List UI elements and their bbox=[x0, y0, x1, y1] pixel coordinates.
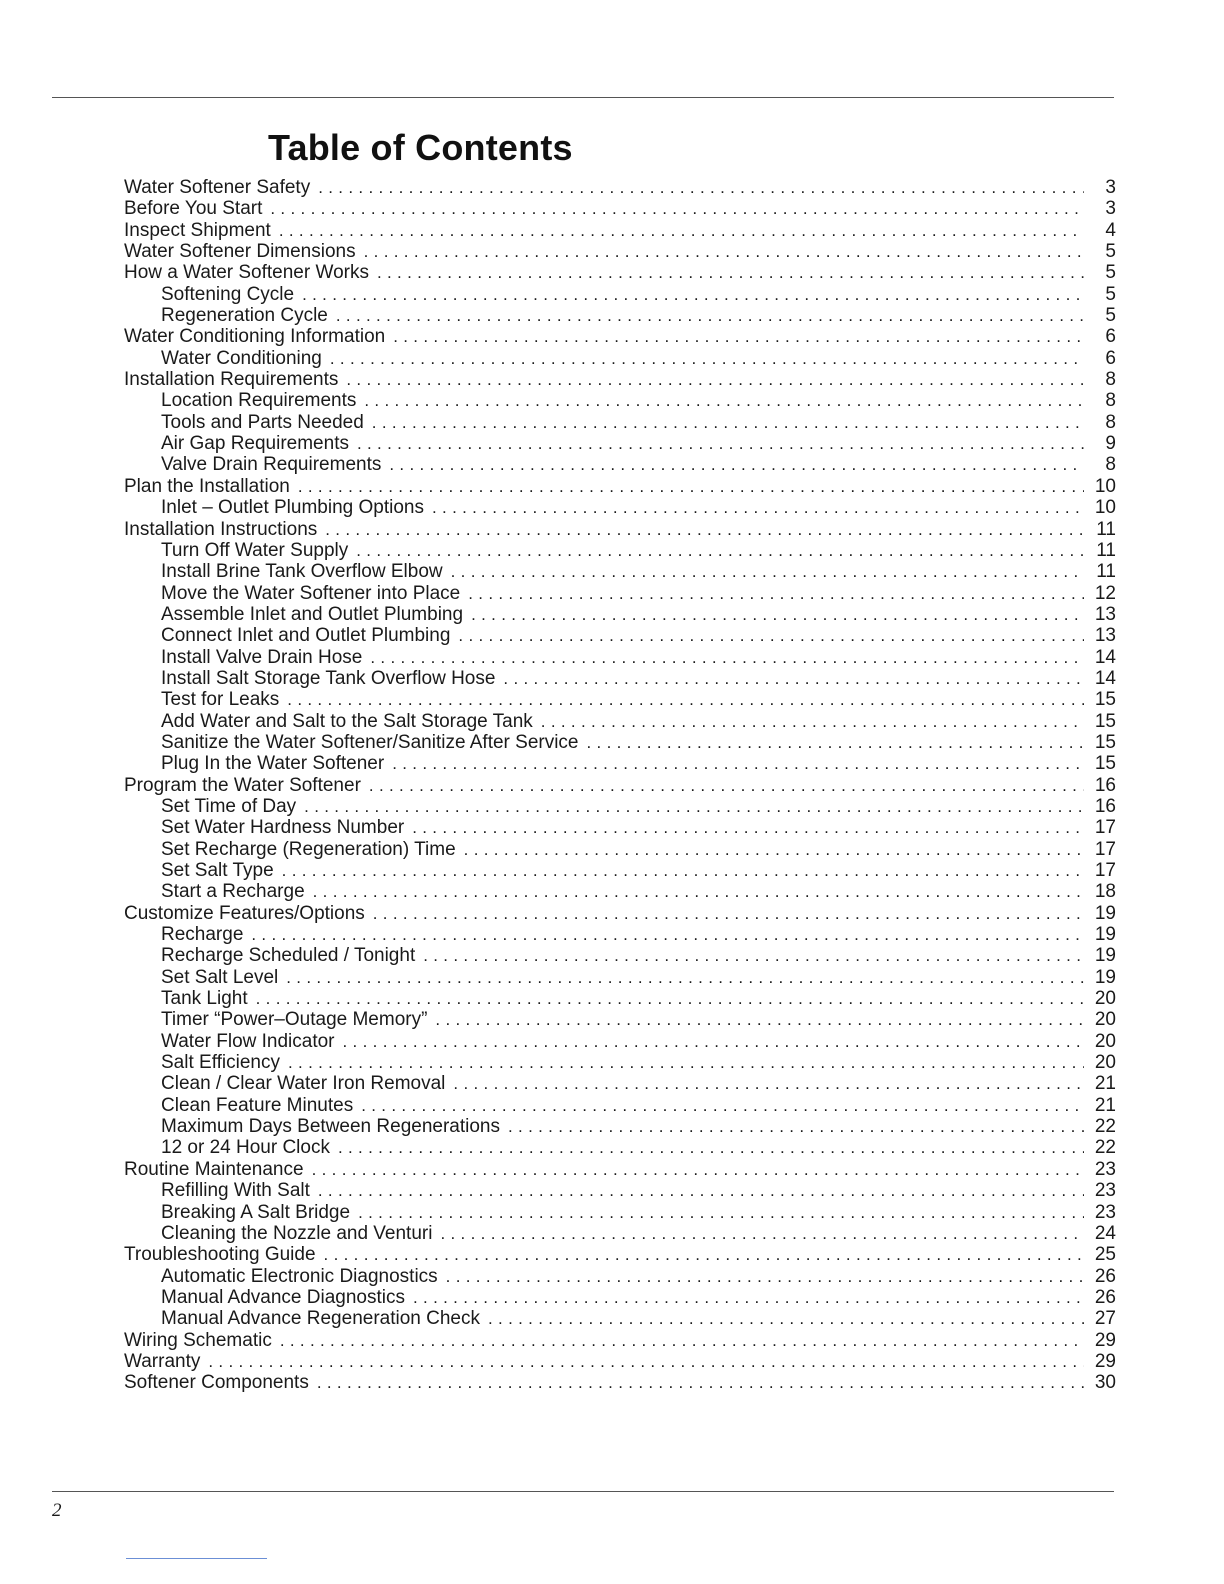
toc-subentry[interactable] bbox=[124, 540, 1116, 561]
toc-subentry[interactable] bbox=[124, 284, 1116, 305]
toc-entry[interactable] bbox=[124, 775, 1116, 796]
toc-entry-label: Tank Light bbox=[161, 988, 248, 1010]
toc-dot-leader bbox=[393, 326, 1084, 347]
toc-entry-page: 20 bbox=[1094, 1030, 1116, 1052]
toc-entry-page: 10 bbox=[1094, 475, 1116, 497]
toc-entry-page: 6 bbox=[1105, 347, 1116, 369]
toc-entry-label: Install Salt Storage Tank Overflow Hose bbox=[161, 667, 496, 689]
toc-entry-label: Manual Advance Diagnostics bbox=[161, 1286, 405, 1308]
toc-subentry[interactable] bbox=[124, 668, 1116, 689]
toc-entry-label: Set Salt Type bbox=[161, 860, 274, 881]
toc-entry-label: Water Flow Indicator bbox=[161, 1030, 335, 1052]
toc-entry[interactable] bbox=[124, 198, 1116, 219]
toc-entry-page: 20 bbox=[1094, 988, 1116, 1010]
toc-entry-page: 14 bbox=[1094, 667, 1116, 689]
toc-dot-leader bbox=[413, 1287, 1084, 1308]
toc-dot-leader bbox=[317, 1372, 1084, 1393]
toc-subentry[interactable] bbox=[124, 1137, 1116, 1158]
toc-entry-label: Installation Instructions bbox=[124, 518, 318, 540]
toc-subentry[interactable] bbox=[124, 860, 1116, 881]
toc-subentry[interactable] bbox=[124, 583, 1116, 604]
toc-subentry[interactable] bbox=[124, 497, 1116, 518]
toc-entry-label: Water Softener Safety bbox=[124, 177, 311, 198]
toc-entry[interactable] bbox=[124, 177, 1116, 198]
toc-dot-leader bbox=[488, 1308, 1084, 1329]
toc-entry-label: How a Water Softener Works bbox=[124, 262, 369, 284]
toc-subentry[interactable] bbox=[124, 348, 1116, 369]
toc-entry[interactable] bbox=[124, 241, 1116, 262]
toc-entry-label: Set Salt Level bbox=[161, 966, 279, 988]
toc-subentry[interactable] bbox=[124, 1180, 1116, 1201]
toc-subentry[interactable] bbox=[124, 604, 1116, 625]
toc-entry-label: Warranty bbox=[124, 1350, 201, 1372]
toc-dot-leader bbox=[312, 1159, 1084, 1180]
toc-dot-leader bbox=[392, 753, 1084, 774]
toc-entry-label: Valve Drain Requirements bbox=[161, 454, 382, 476]
toc-entry-page: 10 bbox=[1094, 497, 1116, 519]
toc-entry-label: Connect Inlet and Outlet Plumbing bbox=[161, 625, 451, 647]
toc-entry-label: Set Water Hardness Number bbox=[161, 817, 405, 839]
toc-dot-leader bbox=[287, 689, 1084, 710]
toc-dot-leader bbox=[286, 967, 1084, 988]
toc-entry-label: Troubleshooting Guide bbox=[124, 1244, 316, 1266]
toc-entry-page: 19 bbox=[1094, 902, 1116, 924]
toc-subentry[interactable] bbox=[124, 561, 1116, 582]
toc-entry-label: Location Requirements bbox=[161, 390, 357, 412]
toc-subentry[interactable] bbox=[124, 753, 1116, 774]
toc-entry-page: 24 bbox=[1094, 1222, 1116, 1244]
toc-dot-leader bbox=[358, 1202, 1084, 1223]
toc-dot-leader bbox=[302, 284, 1084, 305]
toc-dot-leader bbox=[389, 454, 1084, 475]
toc-entry-label: Assemble Inlet and Outlet Plumbing bbox=[161, 603, 464, 625]
toc-entry-page: 23 bbox=[1094, 1180, 1116, 1202]
toc-entry-label: 12 or 24 Hour Clock bbox=[161, 1137, 330, 1159]
toc-entry-page: 15 bbox=[1094, 753, 1116, 775]
toc-entry-label: Water Conditioning bbox=[161, 347, 322, 369]
toc-dot-leader bbox=[313, 881, 1084, 902]
toc-entry-page: 14 bbox=[1094, 646, 1116, 668]
toc-entry-page: 4 bbox=[1105, 219, 1116, 241]
toc-dot-leader bbox=[279, 220, 1084, 241]
table-of-contents bbox=[124, 177, 1116, 1394]
toc-dot-leader bbox=[423, 945, 1084, 966]
toc-dot-leader bbox=[208, 1351, 1084, 1372]
toc-entry-label: Cleaning the Nozzle and Venturi bbox=[161, 1222, 433, 1244]
toc-subentry[interactable] bbox=[124, 625, 1116, 646]
toc-dot-leader bbox=[369, 775, 1084, 796]
toc-entry-page: 11 bbox=[1096, 539, 1116, 561]
toc-dot-leader bbox=[458, 625, 1084, 646]
toc-entry-page: 8 bbox=[1105, 454, 1116, 476]
toc-entry-page: 20 bbox=[1094, 1009, 1116, 1031]
toc-entry-page: 12 bbox=[1094, 582, 1116, 604]
toc-entry-page: 21 bbox=[1094, 1094, 1116, 1116]
toc-dot-leader bbox=[464, 839, 1084, 860]
toc-subentry[interactable] bbox=[124, 988, 1116, 1009]
toc-subentry[interactable] bbox=[124, 732, 1116, 753]
toc-subentry[interactable] bbox=[124, 1266, 1116, 1287]
toc-entry-label: Routine Maintenance bbox=[124, 1158, 304, 1180]
toc-dot-leader bbox=[508, 1116, 1084, 1137]
toc-entry-label: Maximum Days Between Regenerations bbox=[161, 1116, 500, 1138]
toc-entry-label: Turn Off Water Supply bbox=[161, 539, 349, 561]
toc-dot-leader bbox=[356, 540, 1084, 561]
toc-dot-leader bbox=[288, 1052, 1084, 1073]
toc-dot-leader bbox=[468, 583, 1084, 604]
toc-subentry[interactable] bbox=[124, 1308, 1116, 1329]
toc-dot-leader bbox=[256, 988, 1084, 1009]
toc-entry-label: Clean Feature Minutes bbox=[161, 1094, 354, 1116]
toc-entry-page: 25 bbox=[1094, 1244, 1116, 1266]
toc-entry[interactable] bbox=[124, 476, 1116, 497]
toc-entry-page: 5 bbox=[1105, 262, 1116, 284]
toc-entry-page: 21 bbox=[1094, 1073, 1116, 1095]
toc-dot-leader bbox=[298, 476, 1084, 497]
toc-entry-label: Tools and Parts Needed bbox=[161, 411, 364, 433]
toc-entry-page: 17 bbox=[1094, 838, 1116, 860]
toc-subentry[interactable] bbox=[124, 796, 1116, 817]
toc-entry[interactable] bbox=[124, 1244, 1116, 1265]
toc-subentry[interactable] bbox=[124, 924, 1116, 945]
toc-dot-leader bbox=[280, 1330, 1084, 1351]
toc-subentry[interactable] bbox=[124, 1095, 1116, 1116]
toc-subentry[interactable] bbox=[124, 647, 1116, 668]
toc-entry-label: Set Time of Day bbox=[161, 795, 297, 817]
toc-entry-page: 16 bbox=[1094, 795, 1116, 817]
toc-dot-leader bbox=[338, 1137, 1084, 1158]
toc-subentry[interactable] bbox=[124, 1223, 1116, 1244]
toc-entry-label: Plan the Installation bbox=[124, 475, 290, 497]
toc-entry-page: 11 bbox=[1096, 561, 1116, 583]
toc-entry-page: 19 bbox=[1094, 966, 1116, 988]
toc-entry-page: 23 bbox=[1094, 1201, 1116, 1223]
footer-link-underline bbox=[126, 1558, 267, 1559]
toc-entry-page: 23 bbox=[1094, 1158, 1116, 1180]
toc-dot-leader bbox=[346, 369, 1084, 390]
toc-entry-page: 15 bbox=[1094, 731, 1116, 753]
toc-entry-page: 3 bbox=[1105, 177, 1116, 198]
toc-entry-label: Sanitize the Water Softener/Sanitize After Service bbox=[161, 731, 579, 753]
toc-entry-page: 3 bbox=[1105, 198, 1116, 220]
toc-subentry[interactable] bbox=[124, 839, 1116, 860]
toc-entry-page: 19 bbox=[1094, 945, 1116, 967]
toc-entry[interactable] bbox=[124, 1330, 1116, 1351]
toc-entry-page: 13 bbox=[1094, 603, 1116, 625]
toc-dot-leader bbox=[270, 198, 1084, 219]
toc-dot-leader bbox=[453, 1073, 1084, 1094]
toc-subentry[interactable] bbox=[124, 1073, 1116, 1094]
toc-entry-label: Softening Cycle bbox=[161, 283, 295, 305]
toc-entry[interactable] bbox=[124, 1372, 1116, 1393]
toc-subentry[interactable] bbox=[124, 433, 1116, 454]
toc-entry-page: 8 bbox=[1105, 369, 1116, 391]
toc-entry[interactable] bbox=[124, 369, 1116, 390]
toc-dot-leader bbox=[282, 860, 1084, 881]
toc-entry[interactable] bbox=[124, 262, 1116, 283]
toc-dot-leader bbox=[336, 305, 1084, 326]
toc-entry-label: Inspect Shipment bbox=[124, 219, 271, 241]
toc-entry-label: Clean / Clear Water Iron Removal bbox=[161, 1073, 446, 1095]
toc-subentry[interactable] bbox=[124, 390, 1116, 411]
toc-entry[interactable] bbox=[124, 220, 1116, 241]
toc-subentry[interactable] bbox=[124, 1031, 1116, 1052]
toc-subentry[interactable] bbox=[124, 711, 1116, 732]
toc-entry-label: Customize Features/Options bbox=[124, 902, 365, 924]
toc-entry-page: 18 bbox=[1094, 881, 1116, 903]
toc-dot-leader bbox=[377, 262, 1084, 283]
toc-entry-page: 29 bbox=[1094, 1329, 1116, 1351]
toc-entry-page: 29 bbox=[1094, 1350, 1116, 1372]
toc-dot-leader bbox=[364, 241, 1084, 262]
toc-entry-label: Automatic Electronic Diagnostics bbox=[161, 1265, 438, 1287]
toc-entry-page: 27 bbox=[1094, 1308, 1116, 1330]
toc-dot-leader bbox=[318, 177, 1084, 198]
toc-entry-page: 9 bbox=[1105, 433, 1116, 455]
toc-entry-page: 13 bbox=[1094, 625, 1116, 647]
toc-dot-leader bbox=[324, 1244, 1084, 1265]
toc-dot-leader bbox=[587, 732, 1085, 753]
toc-entry-page: 26 bbox=[1094, 1286, 1116, 1308]
toc-entry-label: Program the Water Softener bbox=[124, 774, 361, 796]
toc-entry-label: Start a Recharge bbox=[161, 881, 305, 903]
toc-entry-page: 22 bbox=[1094, 1116, 1116, 1138]
toc-subentry[interactable] bbox=[124, 1116, 1116, 1137]
toc-subentry[interactable] bbox=[124, 305, 1116, 326]
toc-dot-leader bbox=[503, 668, 1084, 689]
toc-entry-label: Recharge Scheduled / Tonight bbox=[161, 945, 416, 967]
toc-subentry[interactable] bbox=[124, 454, 1116, 475]
toc-dot-leader bbox=[361, 1095, 1084, 1116]
toc-dot-leader bbox=[435, 1009, 1084, 1030]
toc-entry-label: Air Gap Requirements bbox=[161, 433, 349, 455]
toc-entry-page: 5 bbox=[1105, 241, 1116, 263]
toc-entry-label: Breaking A Salt Bridge bbox=[161, 1201, 351, 1223]
toc-dot-leader bbox=[357, 433, 1084, 454]
toc-subentry[interactable] bbox=[124, 1202, 1116, 1223]
toc-entry-label: Install Brine Tank Overflow Elbow bbox=[161, 561, 443, 583]
toc-entry-label: Manual Advance Regeneration Check bbox=[161, 1308, 480, 1330]
toc-dot-leader bbox=[541, 711, 1084, 732]
toc-entry-page: 19 bbox=[1094, 924, 1116, 946]
toc-entry-page: 17 bbox=[1094, 860, 1116, 881]
toc-entry-label: Move the Water Softener into Place bbox=[161, 582, 461, 604]
toc-entry-label: Wiring Schematic bbox=[124, 1329, 272, 1351]
toc-subentry[interactable] bbox=[124, 1009, 1116, 1030]
toc-subentry[interactable] bbox=[124, 689, 1116, 710]
toc-subentry[interactable] bbox=[124, 945, 1116, 966]
toc-subentry[interactable] bbox=[124, 881, 1116, 902]
toc-entry-page: 8 bbox=[1105, 411, 1116, 433]
toc-dot-leader bbox=[364, 390, 1084, 411]
toc-dot-leader bbox=[370, 647, 1084, 668]
toc-subentry[interactable] bbox=[124, 412, 1116, 433]
toc-entry[interactable] bbox=[124, 1159, 1116, 1180]
toc-dot-leader bbox=[304, 796, 1084, 817]
toc-entry-page: 8 bbox=[1105, 390, 1116, 412]
toc-entry-label: Refilling With Salt bbox=[161, 1180, 310, 1202]
toc-dot-leader bbox=[451, 561, 1084, 582]
toc-entry-page: 22 bbox=[1094, 1137, 1116, 1159]
toc-dot-leader bbox=[440, 1223, 1084, 1244]
toc-entry-page: 26 bbox=[1094, 1265, 1116, 1287]
toc-dot-leader bbox=[251, 924, 1084, 945]
toc-dot-leader bbox=[412, 817, 1084, 838]
toc-subentry[interactable] bbox=[124, 817, 1116, 838]
toc-entry-label: Add Water and Salt to the Salt Storage Tank bbox=[161, 710, 533, 732]
page-number: 2 bbox=[52, 1500, 62, 1521]
toc-dot-leader bbox=[343, 1031, 1084, 1052]
toc-entry-page: 5 bbox=[1105, 283, 1116, 305]
toc-entry-label: Water Conditioning Information bbox=[124, 326, 386, 348]
page-title: Table of Contents bbox=[268, 127, 573, 168]
toc-entry[interactable] bbox=[124, 326, 1116, 347]
toc-dot-leader bbox=[373, 903, 1084, 924]
toc-entry-label: Softener Components bbox=[124, 1372, 309, 1394]
toc-entry-label: Inlet – Outlet Plumbing Options bbox=[161, 497, 424, 519]
toc-dot-leader bbox=[471, 604, 1084, 625]
toc-dot-leader bbox=[330, 348, 1084, 369]
toc-entry-page: 30 bbox=[1094, 1372, 1116, 1394]
toc-entry-label: Timer “Power–Outage Memory” bbox=[161, 1009, 428, 1031]
toc-entry-label: Installation Requirements bbox=[124, 369, 339, 391]
toc-entry-label: Install Valve Drain Hose bbox=[161, 646, 363, 668]
toc-entry-label: Test for Leaks bbox=[161, 689, 280, 711]
toc-dot-leader bbox=[432, 497, 1084, 518]
toc-entry-label: Before You Start bbox=[124, 198, 263, 220]
toc-entry[interactable] bbox=[124, 903, 1116, 924]
toc-subentry[interactable] bbox=[124, 1052, 1116, 1073]
toc-entry-page: 20 bbox=[1094, 1052, 1116, 1074]
toc-dot-leader bbox=[446, 1266, 1084, 1287]
toc-entry-label: Water Softener Dimensions bbox=[124, 241, 356, 263]
toc-dot-leader bbox=[372, 412, 1084, 433]
toc-entry-label: Regeneration Cycle bbox=[161, 305, 328, 327]
bottom-rule bbox=[52, 1491, 1114, 1492]
toc-entry-label: Set Recharge (Regeneration) Time bbox=[161, 838, 456, 860]
toc-entry-page: 5 bbox=[1105, 305, 1116, 327]
toc-entry-page: 17 bbox=[1094, 817, 1116, 839]
toc-entry-page: 15 bbox=[1094, 689, 1116, 711]
toc-entry-page: 11 bbox=[1096, 518, 1116, 540]
toc-subentry[interactable] bbox=[124, 967, 1116, 988]
top-rule bbox=[52, 97, 1114, 98]
toc-dot-leader bbox=[325, 519, 1084, 540]
toc-entry-page: 15 bbox=[1094, 710, 1116, 732]
toc-subentry[interactable] bbox=[124, 1287, 1116, 1308]
toc-entry-label: Salt Efficiency bbox=[161, 1052, 280, 1074]
toc-entry-label: Plug In the Water Softener bbox=[161, 753, 385, 775]
toc-entry-page: 16 bbox=[1094, 774, 1116, 796]
toc-dot-leader bbox=[318, 1180, 1084, 1201]
toc-entry[interactable] bbox=[124, 519, 1116, 540]
toc-entry-page: 6 bbox=[1105, 326, 1116, 348]
toc-entry-label: Recharge bbox=[161, 924, 244, 946]
toc-entry[interactable] bbox=[124, 1351, 1116, 1372]
